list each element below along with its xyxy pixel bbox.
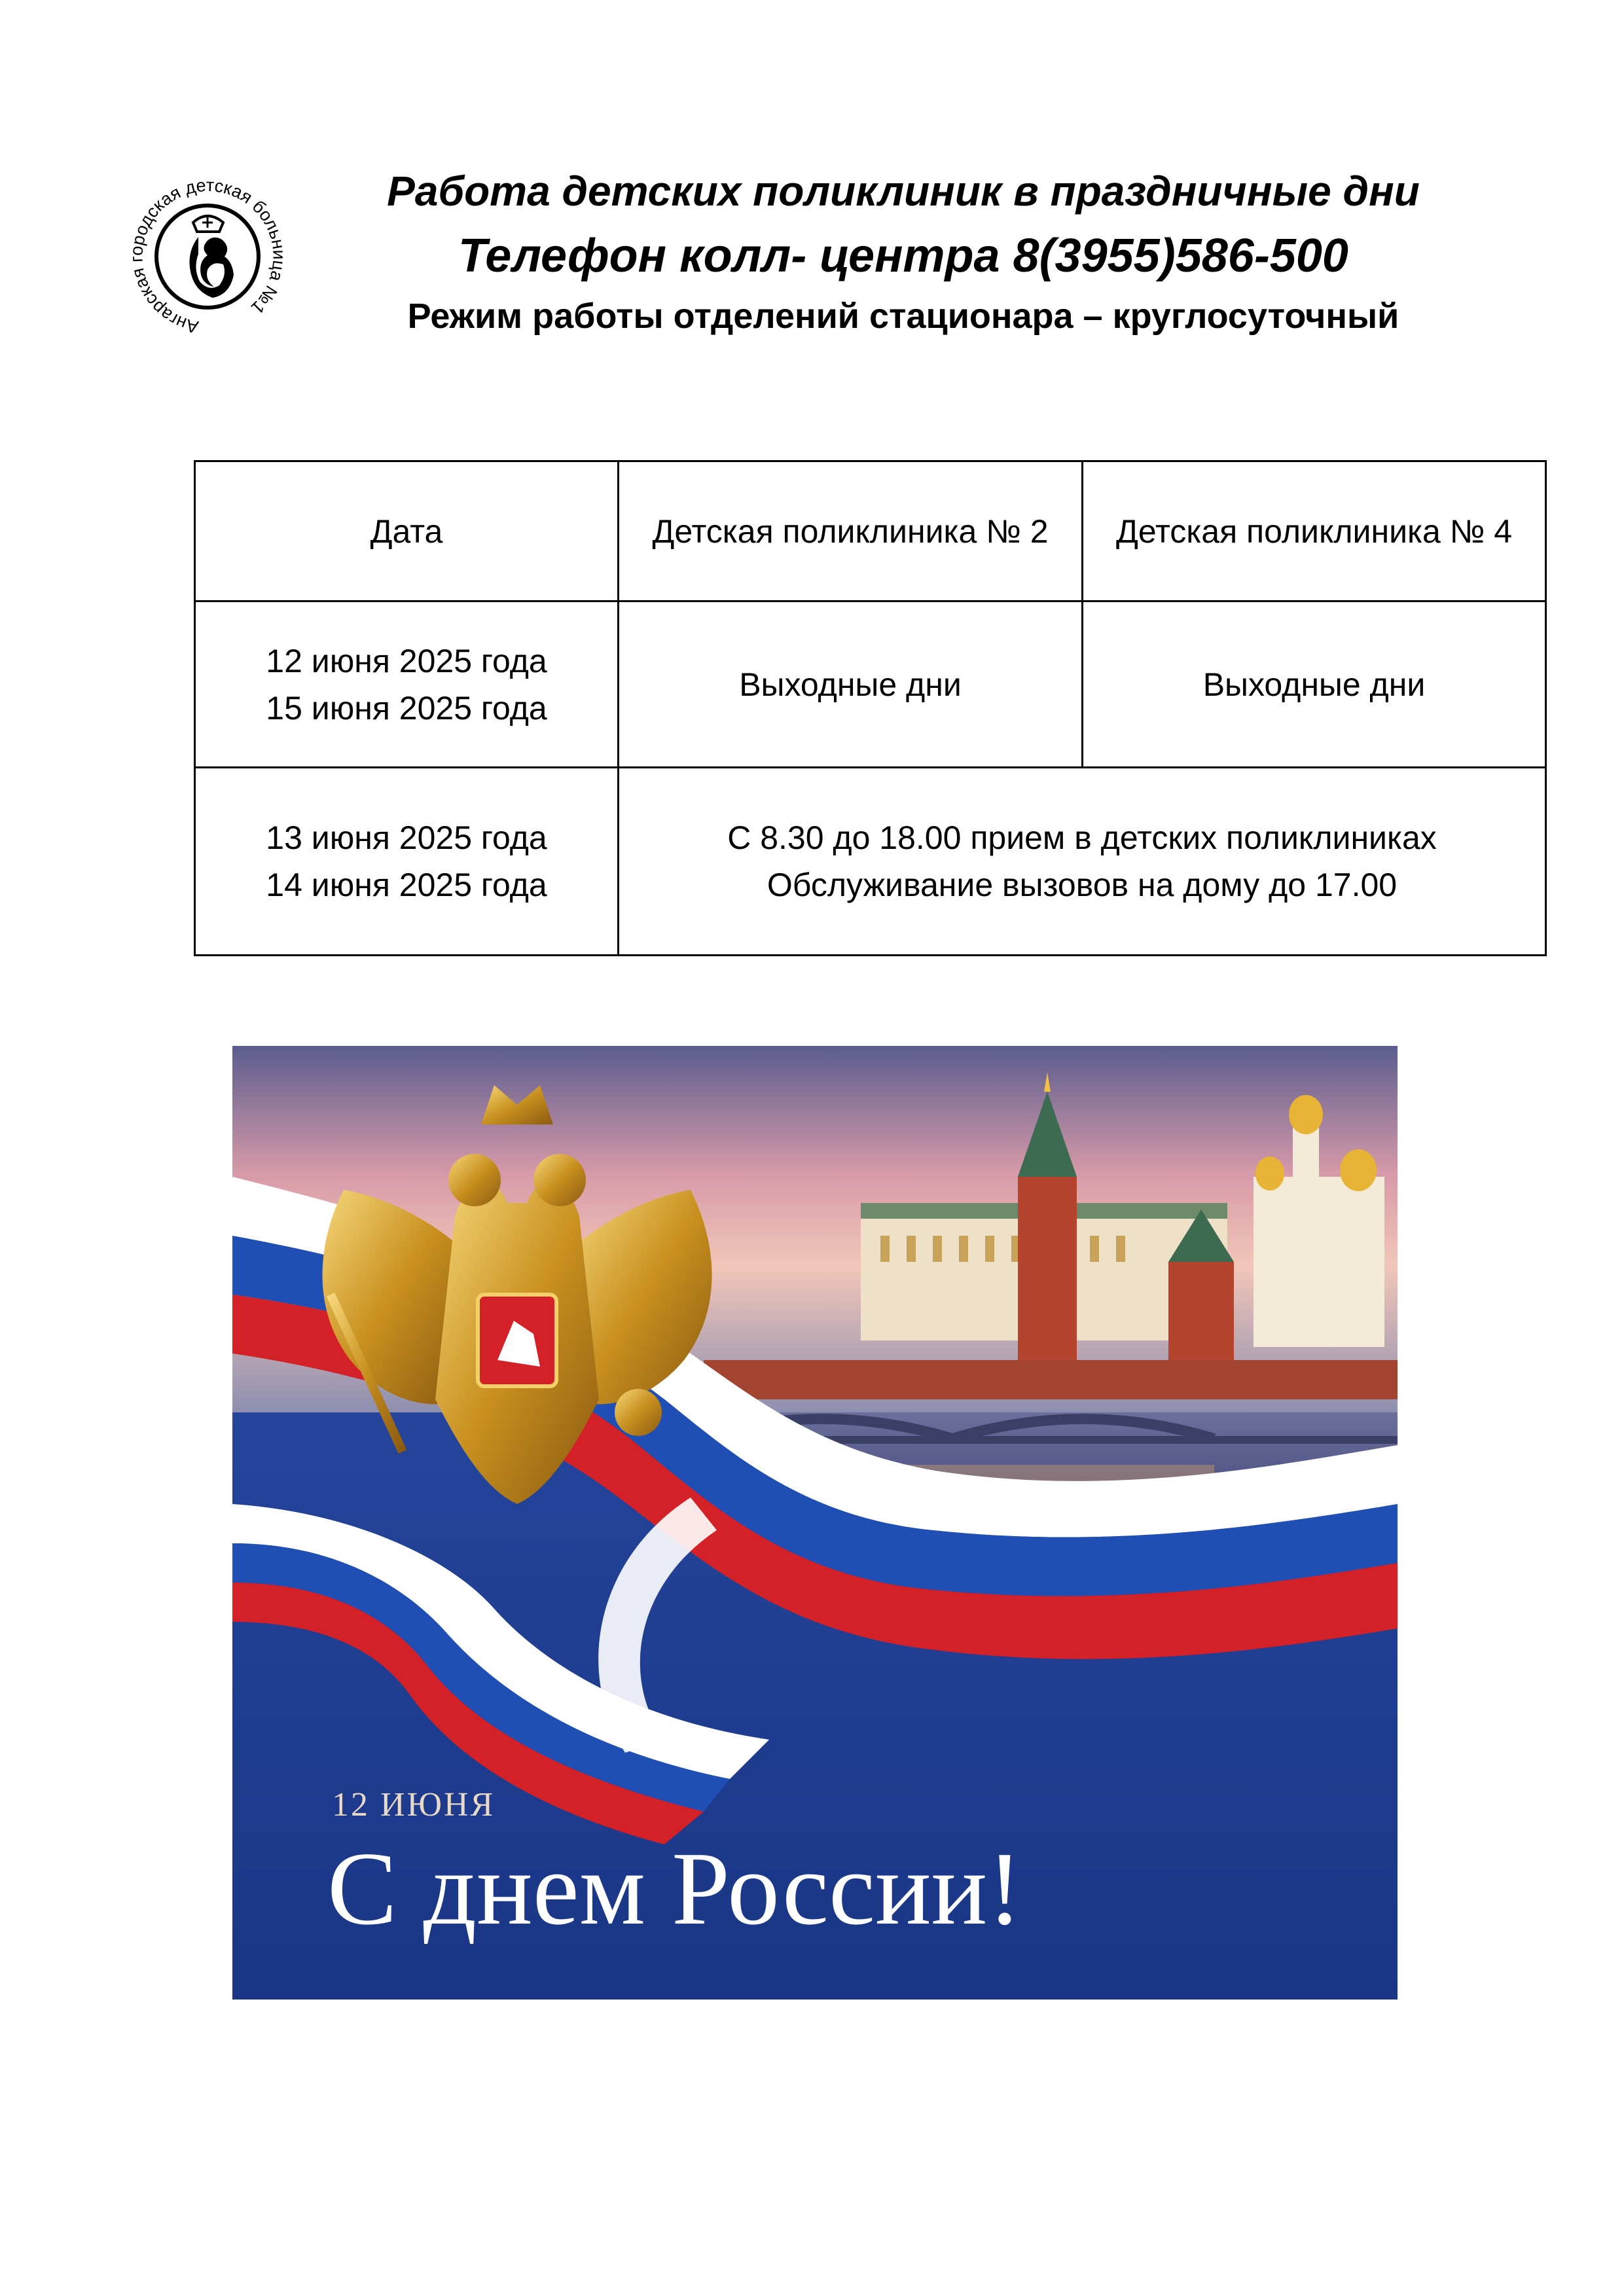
schedule-table <box>194 460 1547 956</box>
hospital-logo-emblem <box>128 177 288 337</box>
date-line: 14 июня 2025 года <box>266 867 547 903</box>
poster-date: 12 ИЮНЯ <box>332 1786 496 1823</box>
date-line: 12 июня 2025 года <box>266 642 547 679</box>
merged-hours-cell <box>619 768 1546 956</box>
row-dates-cell <box>195 601 619 768</box>
header-clinic-4: Детская поликлиника № 4 <box>1083 461 1546 601</box>
clinic-4-status: Выходные дни <box>1083 601 1546 768</box>
hospital-schedule-note: Режим работы отделений стационара – круглосуточный <box>407 296 1399 336</box>
date-line: 15 июня 2025 года <box>266 689 547 726</box>
russia-day-poster <box>232 1046 1398 2000</box>
row-dates-cell <box>195 768 619 956</box>
date-line: 13 июня 2025 года <box>266 819 547 856</box>
page-title: Работа детских поликлиник в праздничные дни <box>387 168 1420 215</box>
hours-line: С 8.30 до 18.00 прием в детских поликлиниках <box>727 819 1437 856</box>
call-center-phone: Телефон колл- центра 8(3955)586-500 <box>458 230 1348 282</box>
hours-line: Обслуживание вызовов на дому до 17.00 <box>767 867 1398 903</box>
poster-greeting: С днем России! <box>327 1830 1022 1946</box>
table-header-row <box>195 461 1546 601</box>
logo-ring-text: Ангарская городская детская больница №1 <box>128 177 288 337</box>
table-row <box>195 768 1546 956</box>
table-row <box>195 601 1546 768</box>
header-clinic-2: Детская поликлиника № 2 <box>619 461 1083 601</box>
hospital-logo <box>128 177 288 337</box>
clinic-2-status: Выходные дни <box>619 601 1083 768</box>
header-date: Дата <box>195 461 619 601</box>
